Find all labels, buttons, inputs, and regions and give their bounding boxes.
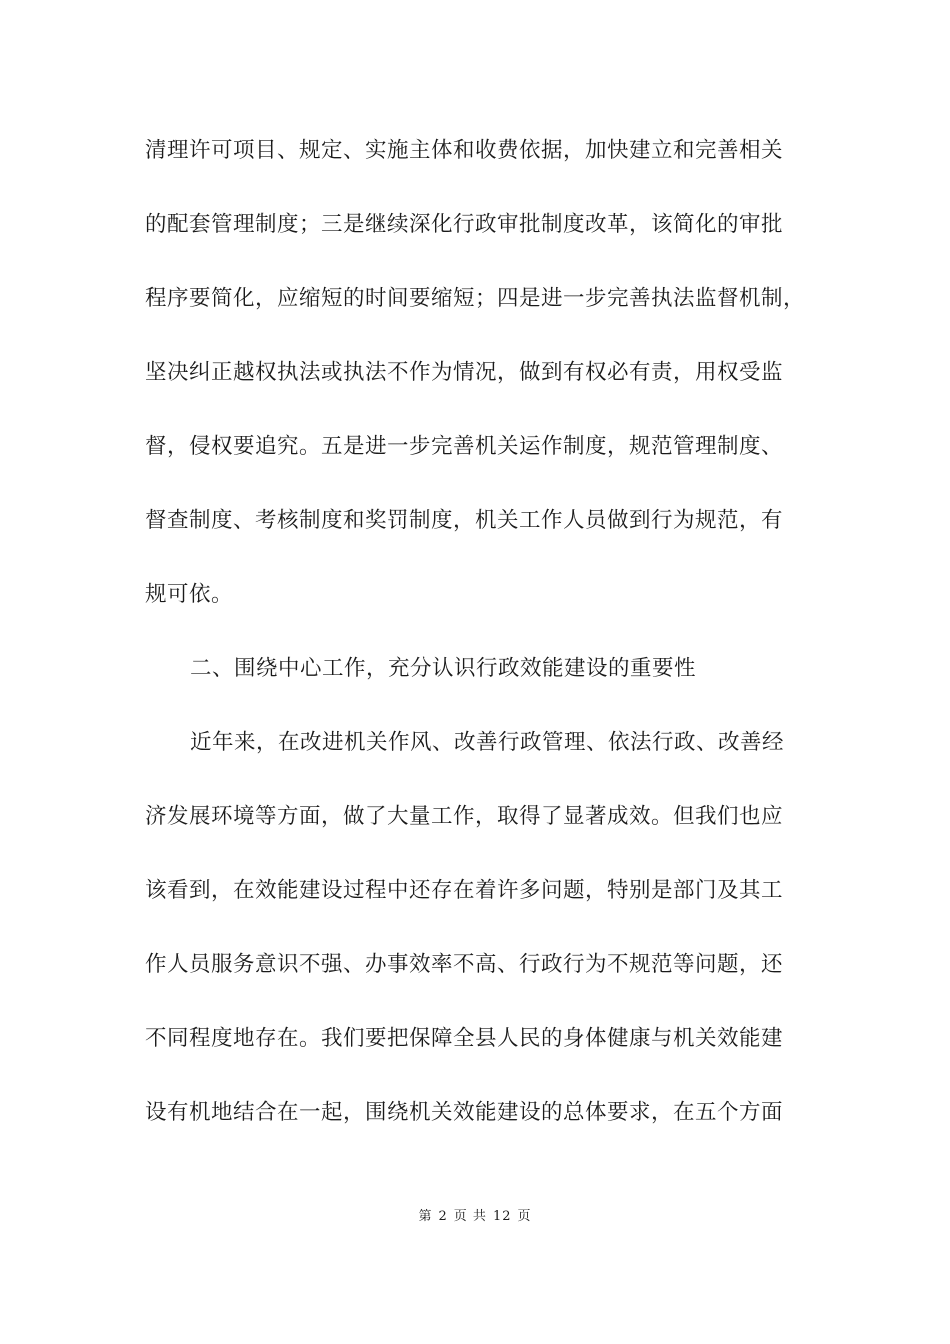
body-line: 程序要简化，应缩短的时间要缩短；四是进一步完善执法监督机制， bbox=[145, 286, 806, 311]
body-line: 坚决纠正越权执法或执法不作为情况，做到有权必有责，用权受监 bbox=[145, 360, 784, 385]
body-line: 近年来，在改进机关作风、改善行政管理、依法行政、改善经 bbox=[190, 730, 785, 755]
body-line: 督查制度、考核制度和奖罚制度，机关工作人员做到行为规范，有 bbox=[145, 508, 784, 533]
page-footer bbox=[0, 1208, 950, 1226]
body-line: 济发展环境等方面，做了大量工作，取得了显著成效。但我们也应 bbox=[145, 804, 784, 829]
footer-current-page: 2 bbox=[438, 1209, 448, 1224]
body-line: 该看到，在效能建设过程中还存在着许多问题，特别是部门及其工 bbox=[145, 878, 784, 903]
body-line: 规可依。 bbox=[145, 582, 234, 607]
footer-suffix: 页 bbox=[517, 1209, 532, 1224]
footer-middle: 页 共 bbox=[453, 1209, 487, 1224]
footer-total-pages: 12 bbox=[492, 1209, 512, 1224]
section-heading: 二、围绕中心工作，充分认识行政效能建设的重要性 bbox=[190, 656, 697, 681]
body-line: 督，侵权要追究。五是进一步完善机关运作制度，规范管理制度、 bbox=[145, 434, 784, 459]
body-line: 清理许可项目、规定、实施主体和收费依据，加快建立和完善相关 bbox=[145, 138, 784, 163]
body-line: 不同程度地存在。我们要把保障全县人民的身体健康与机关效能建 bbox=[145, 1026, 784, 1051]
body-line: 的配套管理制度；三是继续深化行政审批制度改革，该简化的审批 bbox=[145, 212, 784, 237]
body-line: 设有机地结合在一起，围绕机关效能建设的总体要求，在五个方面 bbox=[145, 1100, 784, 1125]
footer-prefix: 第 bbox=[418, 1209, 433, 1224]
body-line: 作人员服务意识不强、办事效率不高、行政行为不规范等问题，还 bbox=[145, 952, 784, 977]
